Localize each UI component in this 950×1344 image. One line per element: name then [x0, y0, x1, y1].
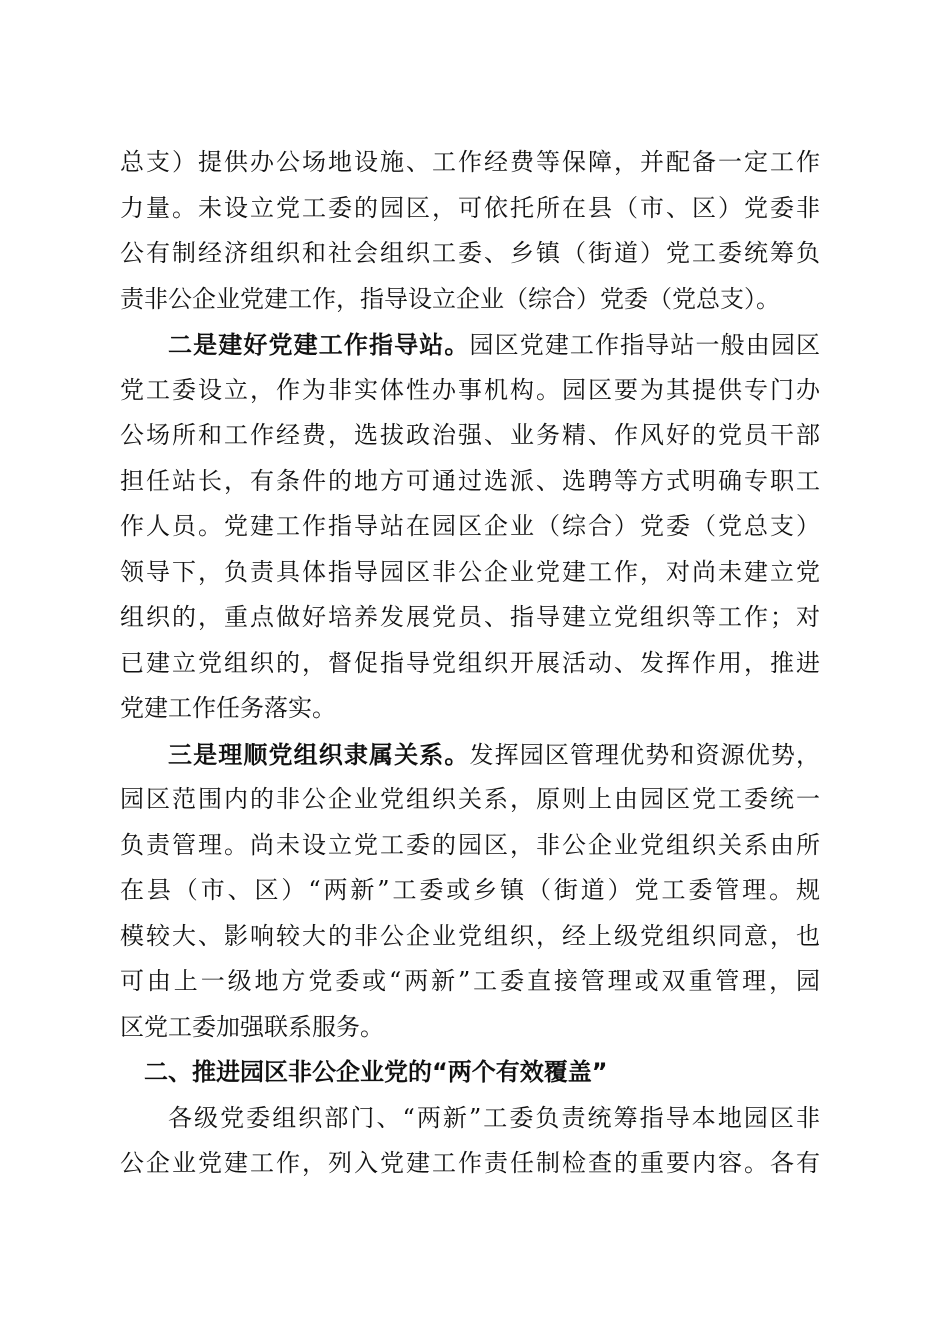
- text-line: 园区范围内的非公企业党组织关系，原则上由园区党工委统一: [120, 785, 820, 813]
- paragraph-text: 园区党建工作指导站一般由园区: [469, 331, 821, 359]
- text-line: 区党工委加强联系服务。: [120, 1012, 384, 1041]
- paragraph-lead: 二是建好党建工作指导站。: [168, 330, 470, 359]
- paragraph-lead: 三是理顺党组织隶属关系。: [168, 739, 470, 769]
- text-line: 责非公企业党建工作，指导设立企业（综合）党委（党总支）。: [120, 284, 780, 313]
- text-line: 公有制经济组织和社会组织工委、乡镇（街道）党工委统筹负: [120, 239, 820, 267]
- text-line: 可由上一级地方党委或“两新”工委直接管理或双重管理，园: [120, 967, 820, 995]
- text-line: 已建立党组织的，督促指导党组织开展活动、发挥作用，推进: [120, 648, 820, 677]
- text-line: 党工委设立，作为非实体性办事机构。园区要为其提供专门办: [120, 375, 820, 404]
- text-line: 作人员。党建工作指导站在园区企业（综合）党委（党总支）: [120, 512, 820, 540]
- text-line: 领导下，负责具体指导园区非公企业党建工作，对尚未建立党: [120, 557, 820, 586]
- text-line: 党建工作任务落实。: [120, 694, 336, 722]
- text-line: 各级党委组织部门、“两新”工委负责统筹指导本地园区非: [168, 1103, 820, 1132]
- paragraph-first-line: [120, 322, 820, 368]
- text-line: 公企业党建工作，列入党建工作责任制检查的重要内容。各有: [120, 1149, 820, 1177]
- document-body: [120, 140, 820, 1187]
- paragraph-text: 发挥园区管理优势和资源优势，: [469, 740, 821, 769]
- text-line: 担任站长，有条件的地方可通过选派、选聘等方式明确专职工: [120, 466, 820, 495]
- text-line: 在县（市、区）“两新”工委或乡镇（街道）党工委管理。规: [120, 876, 820, 904]
- paragraph-first-line: [120, 732, 820, 778]
- text-line: 总支）提供办公场地设施、工作经费等保障，并配备一定工作: [120, 148, 820, 176]
- text-line: 负责管理。尚未设立党工委的园区，非公企业党组织关系由所: [120, 830, 820, 859]
- text-line: 力量。未设立党工委的园区，可依托所在县（市、区）党委非: [120, 193, 820, 222]
- text-line: 模较大、影响较大的非公企业党组织，经上级党组织同意，也: [120, 921, 820, 950]
- text-line: 公场所和工作经费，选拔政治强、业务精、作风好的党员干部: [120, 421, 820, 449]
- text-line: 组织的，重点做好培养发展党员、指导建立党组织等工作；对: [120, 603, 820, 631]
- section-heading: 二、推进园区非公企业党的“两个有效覆盖”: [144, 1058, 608, 1086]
